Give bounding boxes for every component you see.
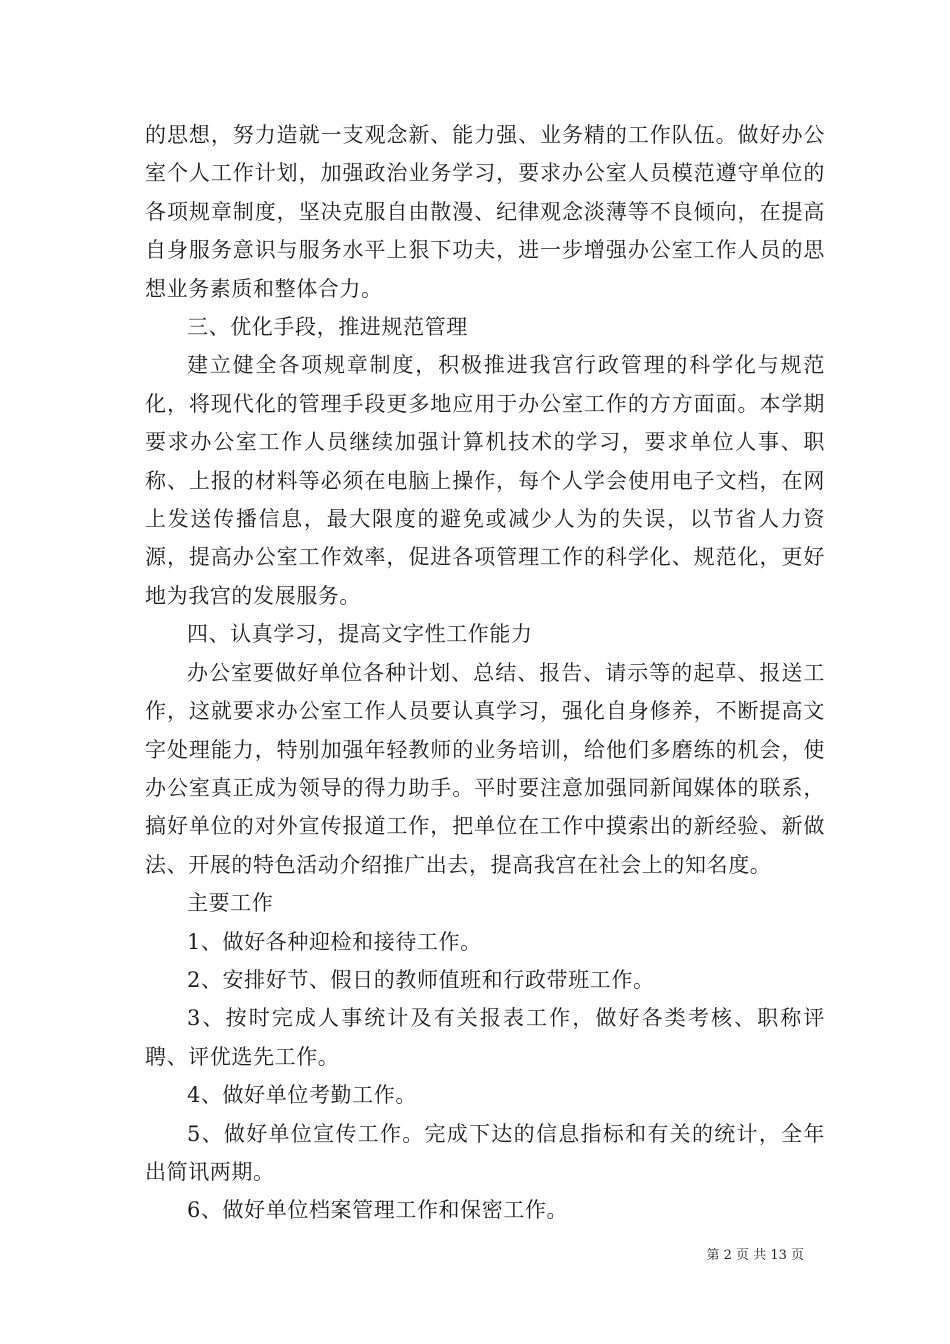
list-item-4: 4、做好单位考勤工作。 <box>187 1083 417 1108</box>
list-item-2: 2、安排好节、假日的教师值班和行政带班工作。 <box>187 967 655 992</box>
paragraph-writing-ability: 办公室要做好单位各种计划、总结、报告、请示等的起草、报送工作，这就要求办公室工作人员要认真学习，强化自身修养，不断提高文字处理能力，特别加强年轻教师的业务培训，给他们多磨练的机会，使办公室真正成为领导的得力助手。平时要注意加强同新闻媒体的联系，搞好单位的对外宣传报道工作，把单位在工作中摸索出的新经验、新做法、开展的特色活动介绍推广出去，提高我宫在社会上的知名度。 <box>145 660 825 877</box>
list-item-6: 6、做好单位档案管理工作和保密工作。 <box>187 1198 569 1223</box>
list-item-5: 5、做好单位宣传工作。完成下达的信息指标和有关的统计，全年出简讯两期。 <box>145 1121 825 1184</box>
list-item-3: 3、按时完成人事统计及有关报表工作，做好各类考核、职称评聘、评优选先工作。 <box>145 1006 825 1069</box>
list-item-1: 1、做好各种迎检和接待工作。 <box>187 929 482 954</box>
document-body <box>145 116 825 1230</box>
paragraph-regulations: 建立健全各项规章制度，积极推进我宫行政管理的科学化与规范化，将现代化的管理手段更多地应用于办公室工作的方方面面。本学期要求办公室工作人员继续加强计算机技术的学习，要求单位人事、职称、上报的材料等必须在电脑上操作，每个人学会使用电子文档，在网上发送传播信息，最大限度的避免或减少人为的失误，以节省人力资源，提高办公室工作效率，促进各项管理工作的科学化、规范化，更好地为我宫的发展服务。 <box>145 353 825 608</box>
page-number: 第 2 页 共 13 页 <box>706 1248 804 1263</box>
page-footer <box>0 1246 950 1266</box>
section-heading-main-work: 主要工作 <box>187 891 274 916</box>
paragraph-team-building: 的思想，努力造就一支观念新、能力强、业务精的工作队伍。做好办公室个人工作计划，加强政治业务学习，要求办公室人员模范遵守单位的各项规章制度，坚决克服自由散漫、纪律观念淡薄等不良倾向，在提高自身服务意识与服务水平上狠下功夫，进一步增强办公室工作人员的思想业务素质和整体合力。 <box>145 123 825 301</box>
section-heading-optimize-means: 三、优化手段，推进规范管理 <box>187 315 468 340</box>
section-heading-study: 四、认真学习，提高文字性工作能力 <box>187 622 533 647</box>
